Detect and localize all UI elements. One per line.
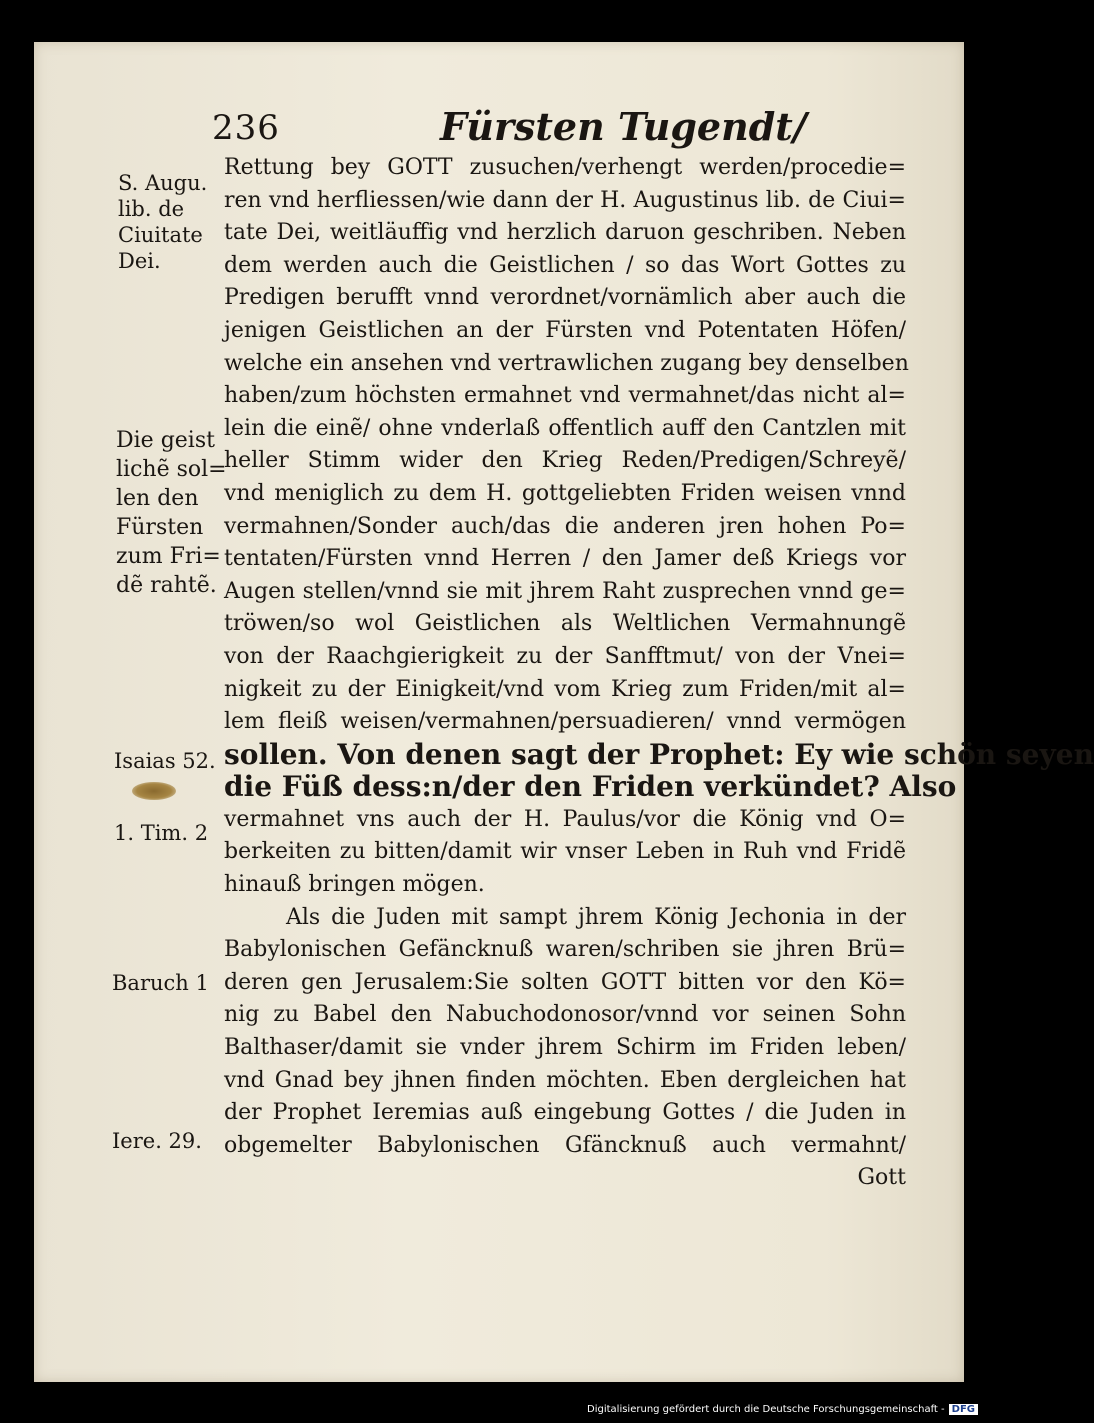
dfg-logo: DFG bbox=[949, 1404, 978, 1415]
margin-note-isaias: Isaias 52. bbox=[114, 749, 216, 773]
body-line: deren gen Jerusalem:Sie solten GOTT bitten vor den Kö= bbox=[224, 969, 906, 995]
margin-note-geistliche: Die geist lichẽ sol= len den Fürsten zum Fri= dẽ rahtẽ. bbox=[116, 428, 227, 598]
body-line-quote: die Füß dess:n/der den Friden verkündet? Also bbox=[224, 770, 957, 804]
body-line: vnd meniglich zu dem H. gottgeliebten Friden weisen vnnd bbox=[224, 480, 906, 506]
catchword: Gott bbox=[857, 1165, 906, 1191]
body-line: berkeiten zu bitten/damit wir vnser Leben in Ruh vnd Fridẽ bbox=[224, 839, 906, 865]
body-line: ren vnd herfliessen/wie dann der H. Augustinus lib. de Ciui= bbox=[224, 187, 906, 213]
body-line: vnd Gnad bey jhnen finden möchten. Eben dergleichen hat bbox=[224, 1067, 906, 1093]
ink-stain bbox=[132, 782, 176, 800]
body-line: Predigen berufft vnnd verordnet/vornämlich aber auch die bbox=[224, 285, 906, 311]
body-line: Balthaser/damit sie vnder jhrem Schirm im Friden leben/ bbox=[224, 1035, 906, 1061]
body-line: lein die einẽ/ ohne vnderlaß offentlich auff den Cantzlen mit bbox=[224, 415, 906, 441]
margin-note-baruch: Baruch 1 bbox=[112, 971, 209, 995]
body-line: von der Raachgierigkeit zu der Sanfftmut/ von der Vnei= bbox=[224, 643, 906, 669]
page-number: 236 bbox=[212, 108, 280, 148]
margin-note-augustinus: S. Augu. lib. de Ciuitate Dei. bbox=[118, 171, 208, 273]
body-line: Babylonischen Gefäncknuß waren/schriben sie jhren Brü= bbox=[224, 937, 906, 963]
body-line: hinauß bringen mögen. bbox=[224, 872, 485, 898]
body-line: heller Stimm wider den Krieg Reden/Predigen/Schreyẽ/ bbox=[224, 448, 906, 474]
credit-text: Digitalisierung gefördert durch die Deutsche Forschungsgemeinschaft - bbox=[587, 1404, 945, 1415]
margin-note-timotheus: 1. Tim. 2 bbox=[114, 821, 209, 845]
body-line: lem fleiß weisen/vermahnen/persuadieren/ vnnd vermögen bbox=[224, 709, 906, 735]
body-line: haben/zum höchsten ermahnet vnd vermahnet/das nicht al= bbox=[224, 383, 906, 409]
body-line: Rettung bey GOTT zusuchen/verhengt werden/procedie= bbox=[224, 155, 906, 180]
body-line: obgemelter Babylonischen Gfäncknuß auch vermahnt/ bbox=[224, 1132, 906, 1158]
body-line: vermahnen/Sonder auch/das die anderen jren hohen Po= bbox=[224, 513, 906, 539]
digitization-credit bbox=[587, 1404, 978, 1415]
body-line: dem werden auch die Geistlichen / so das Wort Gottes zu bbox=[224, 252, 906, 278]
body-line: tröwen/so wol Geistlichen als Weltlichen Vermahnungẽ bbox=[224, 611, 906, 637]
body-text bbox=[224, 152, 1094, 1195]
margin-note-jeremias: Iere. 29. bbox=[112, 1129, 202, 1153]
body-line: nigkeit zu der Einigkeit/vnd vom Krieg zum Friden/mit al= bbox=[224, 676, 906, 702]
body-line: der Prophet Ieremias auß eingebung Gottes / die Juden in bbox=[224, 1100, 906, 1126]
body-line: tentaten/Fürsten vnnd Herren / den Jamer deß Kriegs vor bbox=[224, 546, 906, 572]
body-line: vermahnet vns auch der H. Paulus/vor die König vnd O= bbox=[224, 806, 906, 832]
body-line: Als die Juden mit sampt jhrem König Jechonia in der bbox=[286, 904, 906, 930]
body-line: jenigen Geistlichen an der Fürsten vnd Potentaten Höfen/ bbox=[224, 317, 906, 343]
body-line: welche ein ansehen vnd vertrawlichen zugang bey denselben bbox=[224, 350, 909, 376]
body-line-quote: sollen. Von denen sagt der Prophet: Ey wie schön seyen bbox=[224, 737, 1094, 771]
running-title: Fürsten Tugendt/ bbox=[440, 104, 807, 149]
body-line: tate Dei, weitläuffig vnd herzlich daruon geschriben. Neben bbox=[224, 220, 906, 246]
body-line: Augen stellen/vnnd sie mit jhrem Raht zusprechen vnnd ge= bbox=[224, 578, 906, 604]
body-line: nig zu Babel den Nabuchodonosor/vnnd vor seinen Sohn bbox=[224, 1002, 906, 1028]
